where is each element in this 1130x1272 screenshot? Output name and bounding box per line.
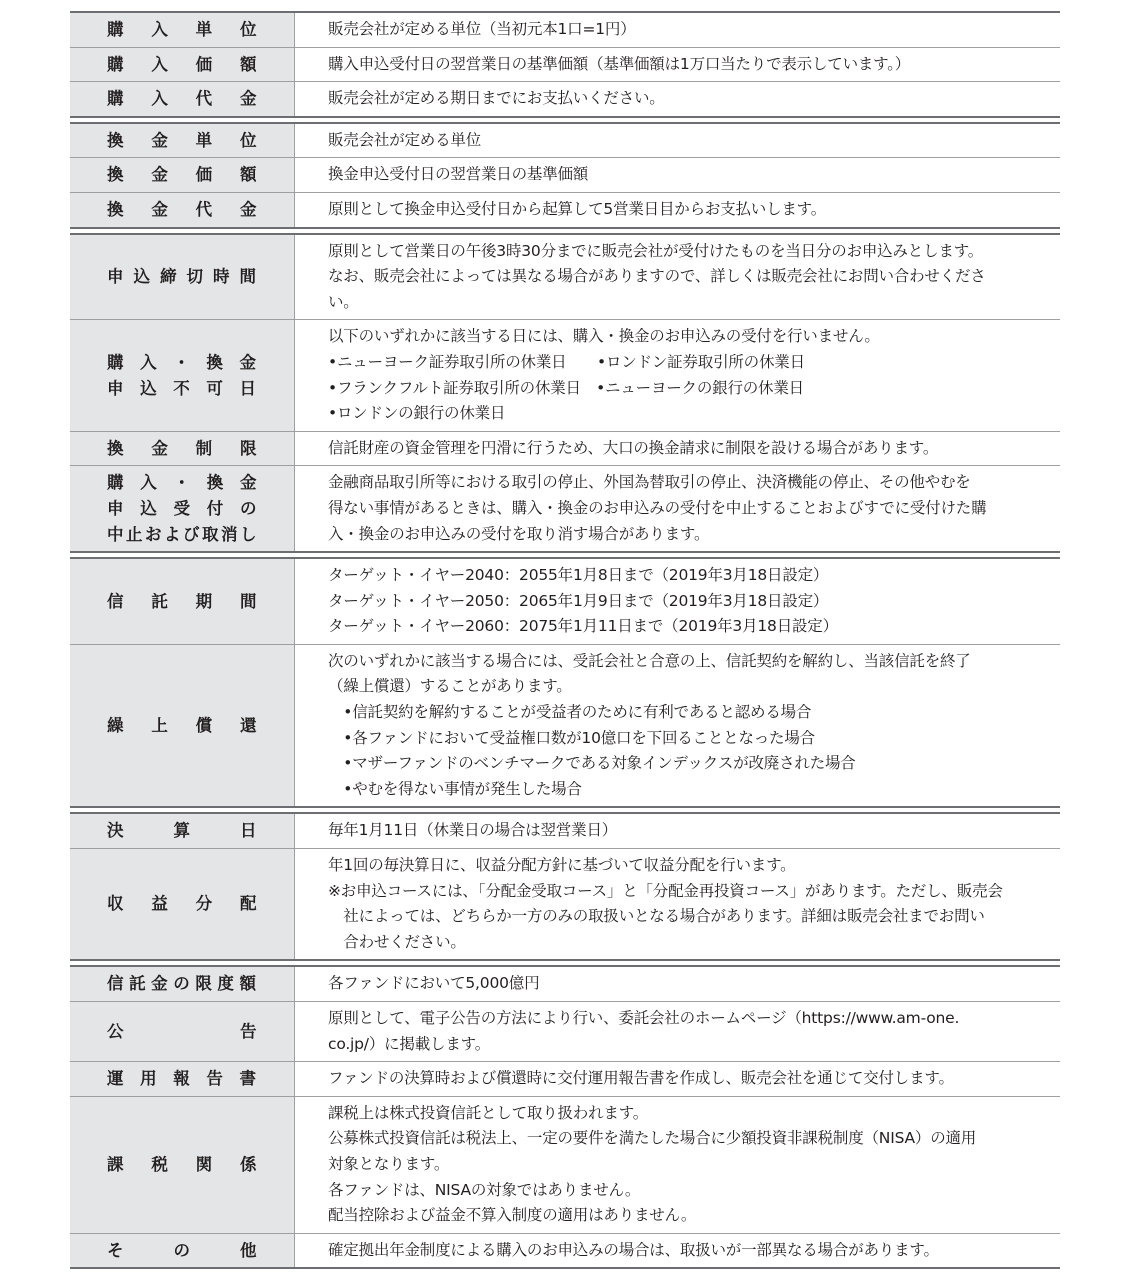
row-label-cell [70, 235, 295, 320]
row-label-cell [70, 466, 295, 551]
table-row [70, 432, 1060, 467]
row-label: 換 金 代 金 [107, 199, 257, 219]
table-row [70, 193, 1060, 227]
row-content: 課税上は株式投資信託として取り扱われます。 公募株式投資信託は税法上、一定の要件を満たした場合に少額投資非課税制度（NISA）の適用 対象となります。 各ファンドは、NISAの対象ではありません。 配当控除および益金不算入制度の適用はありません。 [328, 1103, 977, 1225]
row-content: 販売会社が定める単位 [328, 130, 482, 149]
row-label-cell [70, 1002, 295, 1061]
trust-period-group [70, 557, 1060, 808]
row-label: 購 入 価 額 [107, 54, 257, 74]
row-label-cell [70, 13, 295, 47]
row-content: 毎年1月11日（休業日の場合は翌営業日） [328, 821, 618, 840]
row-label: 購 入 代 金 [107, 89, 257, 109]
row-content: 確定拠出年金制度による購入のお申込みの場合は、取扱いが一部異なる場合があります。 [328, 1240, 939, 1259]
row-content: 換金申込受付日の翌営業日の基準価額 [328, 165, 589, 184]
table-row [70, 320, 1060, 431]
row-content: 原則として、電子公告の方法により行い、委託会社のホームページ（https://www.am-one. co.jp/）に掲載します。 [328, 1009, 960, 1053]
row-content: 原則として営業日の午後3時30分までに販売会社が受付けたものを当日分のお申込みとします。 なお、販売会社によっては異なる場合がありますので、詳しくは販売会社にお問い合わせくださ い。 [328, 241, 986, 311]
table-row [70, 48, 1060, 83]
row-label-cell [70, 432, 295, 466]
row-label-cell [70, 193, 295, 227]
row-content: 購入申込受付日の翌営業日の基準価額（基準価額は1万口当たりで表示しています。） [328, 54, 911, 73]
row-label-cell [70, 967, 295, 1001]
table-row [70, 967, 1060, 1002]
row-content: ファンドの決算時および償還時に交付運用報告書を作成し、販売会社を通じて交付します。 [328, 1069, 954, 1088]
table-row [70, 13, 1060, 48]
table-row [70, 124, 1060, 159]
table-row [70, 559, 1060, 645]
other-terms-group [70, 965, 1060, 1269]
row-label: 購 入 単 位 [107, 20, 257, 39]
row-label-cell [70, 124, 295, 158]
row-label: そ の 他 [107, 1240, 257, 1260]
row-content: 金融商品取引所等における取引の停止、外国為替取引の停止、決済機能の停止、その他やむを 得ない事情があるときは、購入・換金のお申込みの受付を中止することおよびすでに受付けた購 入・換金のお申込みの受付を取り消す場合があります。 [328, 473, 987, 543]
table-row [70, 158, 1060, 193]
row-content: 各ファンドにおいて5,000億円 [328, 974, 540, 993]
fund-terms-table [70, 11, 1060, 1269]
settlement-group [70, 812, 1060, 961]
row-label: 換 金 単 位 [107, 130, 257, 150]
row-label: 申込締切時間 [107, 267, 257, 287]
table-row [70, 82, 1060, 116]
row-label-cell [70, 1097, 295, 1233]
row-label: 信託金の限度額 [107, 974, 257, 994]
row-label-cell [70, 645, 295, 807]
row-label: 課 税 関 係 [107, 1154, 257, 1174]
row-label: 収 益 分 配 [107, 894, 257, 914]
row-content: 次のいずれかに該当する場合には、受託会社と合意の上、信託契約を解約し、当該信託を終了 （繰上償還）することがあります。 •信託契約を解約することが受益者のために有利であると認める場合 •各ファンドにおいて受益権口数が10億口を下回ることとなった場合 •マザーファンドのベンチマークである対象インデックスが改廃された場合 •やむを得ない事情が発生した場合 [328, 651, 971, 798]
row-label-cell [70, 1062, 295, 1096]
row-label-cell [70, 559, 295, 644]
row-label: 決 算 日 [107, 821, 257, 841]
table-row [70, 814, 1060, 849]
table-row [70, 1097, 1060, 1234]
application-group [70, 233, 1060, 554]
row-label: 繰 上 償 還 [107, 715, 257, 735]
table-row [70, 466, 1060, 551]
table-row [70, 1234, 1060, 1268]
table-row [70, 1002, 1060, 1062]
table-row [70, 849, 1060, 959]
row-label-cell [70, 1234, 295, 1268]
row-label-cell [70, 158, 295, 192]
row-content: ターゲット・イヤー2040：2055年1月8日まで（2019年3月18日設定） ターゲット・イヤー2050：2065年1月9日まで（2019年3月18日設定） ターゲット・イヤー2060：2075年1月11日まで（2019年3月18日設定） [328, 566, 838, 636]
row-label: 購入・換金 申込不可日 [107, 352, 257, 398]
row-label-cell [70, 320, 295, 430]
row-label-cell [70, 814, 295, 848]
row-label: 信 託 期 間 [107, 591, 257, 611]
redemption-group [70, 122, 1060, 229]
row-label-cell [70, 849, 295, 959]
row-content: 以下のいずれかに該当する日には、購入・換金のお申込みの受付を行いません。 •ニューヨーク証券取引所の休業日 •ロンドン証券取引所の休業日 •フランクフルト証券取引所の休業日 •ニューヨークの銀行の休業日 •ロンドンの銀行の休業日 [328, 327, 880, 423]
row-label: 換 金 制 限 [107, 438, 257, 458]
row-content: 原則として換金申込受付日から起算して5営業日目からお支払いします。 [328, 199, 827, 218]
row-content: 販売会社が定める単位（当初元本1口=1円） [328, 20, 636, 38]
row-content: 年1回の毎決算日に、収益分配方針に基づいて収益分配を行います。 ※お申込コースには、「分配金受取コース」と「分配金再投資コース」があります。ただし、販売会 社によっては、どちらか一方のみの取扱いとなる場合があります。詳細は販売会社までお問い 合わせください。 [328, 856, 1003, 951]
row-label-cell [70, 82, 295, 116]
purchase-group [70, 11, 1060, 118]
row-content: 販売会社が定める期日までにお支払いください。 [328, 89, 665, 108]
row-label: 運用報告書 [107, 1069, 257, 1089]
row-label: 購入・換金 申込受付の 中止および取消し [107, 473, 257, 544]
table-row [70, 1062, 1060, 1097]
table-row [70, 235, 1060, 321]
row-label: 公 告 [107, 1021, 257, 1041]
row-content: 信託財産の資金管理を円滑に行うため、大口の換金請求に制限を設ける場合があります。 [328, 438, 939, 457]
table-row [70, 645, 1060, 807]
row-label-cell [70, 48, 295, 82]
row-label: 換 金 価 額 [107, 165, 257, 185]
